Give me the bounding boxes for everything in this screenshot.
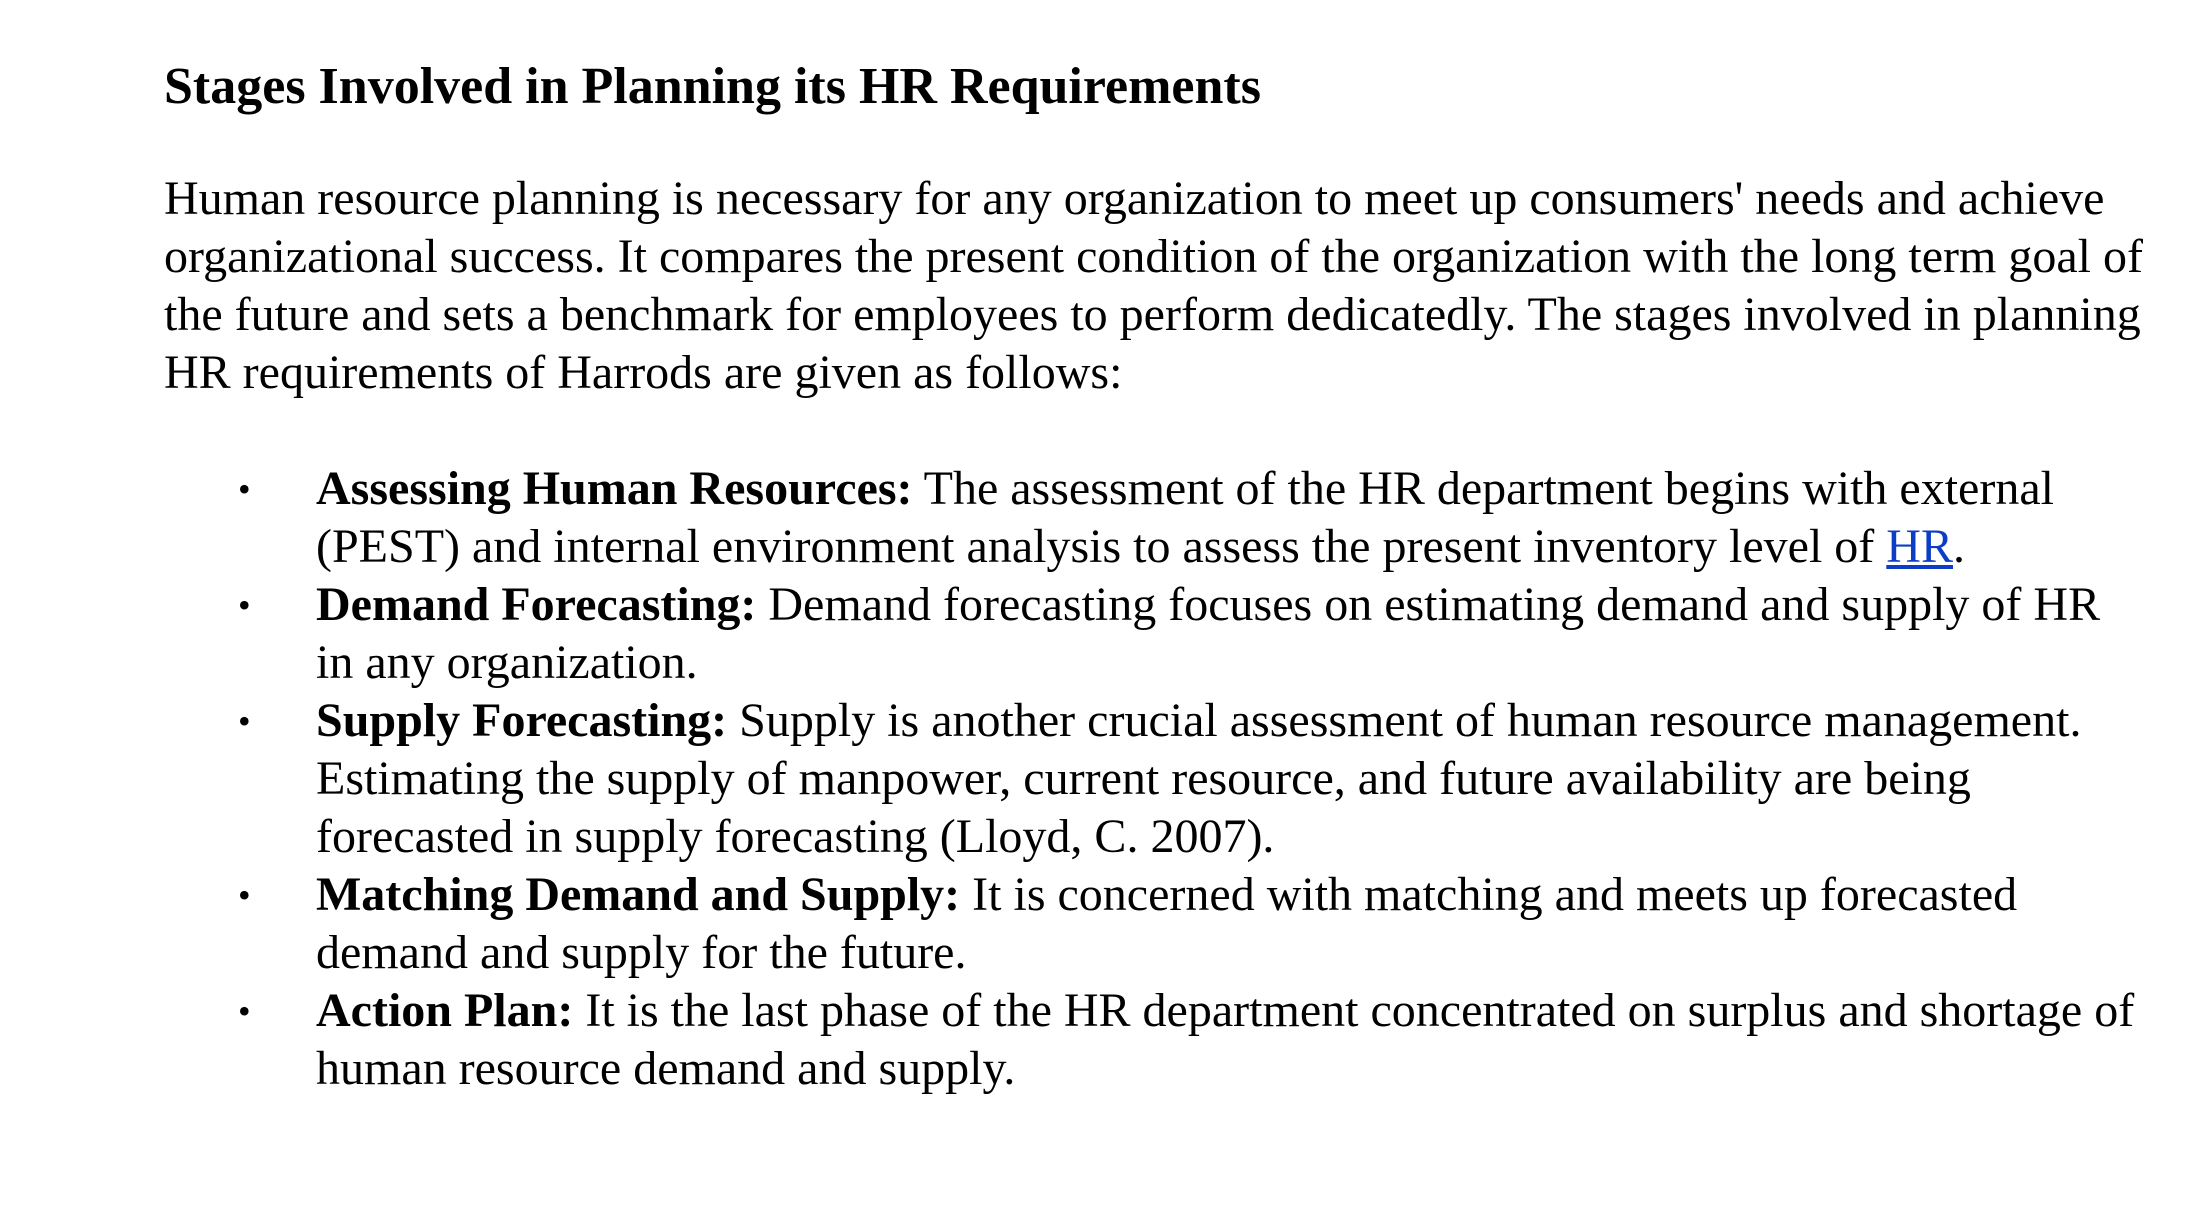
stage-description: It is concerned with matching and meets up forecasted demand and supply for the future. xyxy=(316,868,2018,979)
stage-term: Demand Forecasting: xyxy=(316,578,757,631)
list-item xyxy=(238,866,2149,982)
bullet-icon: • xyxy=(238,991,251,1031)
bullet-icon: • xyxy=(238,585,251,625)
list-item xyxy=(238,460,2149,576)
bullet-icon: • xyxy=(238,469,251,509)
hr-link[interactable]: HR xyxy=(1886,520,1953,573)
stages-list xyxy=(164,460,2149,1098)
stage-term: Assessing Human Resources: xyxy=(316,462,913,515)
document-page xyxy=(164,54,2149,1098)
stage-term: Supply Forecasting: xyxy=(316,694,728,747)
page-title: Stages Involved in Planning its HR Requirements xyxy=(164,58,1261,115)
list-item xyxy=(238,982,2149,1098)
bullet-icon: • xyxy=(238,701,251,741)
stage-description: The assessment of the HR department begins with external (PEST) and internal environment analysis to assess the present inventory level of xyxy=(316,462,2054,573)
list-item xyxy=(238,576,2149,692)
bullet-icon: • xyxy=(238,875,251,915)
stage-description: Supply is another crucial assessment of human resource management. Estimating the supply of manpower, current resource, and future availability are being forecasted in supply forecasting (Lloyd, C. 2007). xyxy=(316,694,2082,863)
stage-description: It is the last phase of the HR department concentrated on surplus and shortage of human resource demand and supply. xyxy=(316,984,2135,1095)
stage-description: Demand forecasting focuses on estimating demand and supply of HR in any organization. xyxy=(316,578,2101,689)
stage-term: Action Plan: xyxy=(316,984,574,1037)
stage-term: Matching Demand and Supply: xyxy=(316,868,961,921)
stage-description-end: . xyxy=(1952,520,1965,573)
intro-paragraph: Human resource planning is necessary for any organization to meet up consumers' needs and achieve organizational success. It compares the present condition of the organization with the long term goal of the future and sets a benchmark for employees to perform dedicatedly. The stages involved in planning HR requirements of Harrods are given as follows: xyxy=(164,172,2143,399)
list-item xyxy=(238,692,2149,866)
